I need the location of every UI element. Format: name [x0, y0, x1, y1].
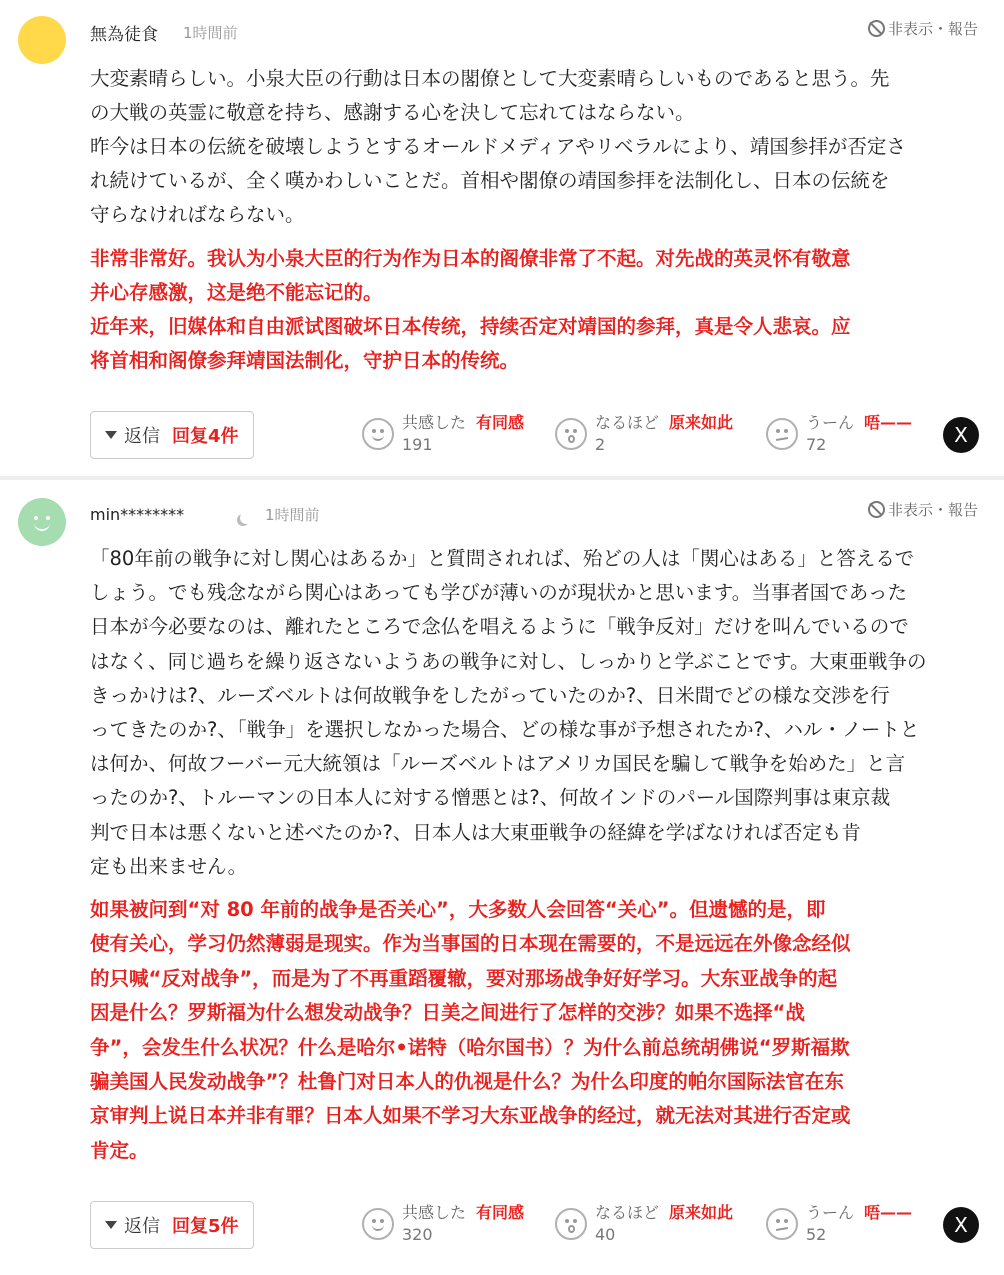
- reaction-hmm-button[interactable]: [766, 1202, 912, 1246]
- reply-button[interactable]: [90, 411, 254, 459]
- reaction-label-zh: 有同感: [476, 413, 525, 432]
- hide-report-label: 非表示・報告: [887, 501, 978, 519]
- comment-text-zh: 如果被问到“对 80 年前的战争是否关心”，大多数人会回答“关心”。但遗憾的是，即 使有关心，学习仍然薄弱是现实。作为当事国的日本现在需要的，不是远远在外像念经似 的只喊“反对战争”，而是为了不再重蹈覆辙，要对那场战争好好学习。大东亚战争的起 因是什么？罗斯福为什么想发动战争？日美之间进行了怎样的交涉？如果不选择“战 争”，会发生什么状况？什么是哈尔•诺特（哈尔国书）？为什么前总统胡佛说“罗斯福欺 骗美国人民发动战争”？杜鲁门对日本人的仇视是什么？为什么印度的帕尔国际法官在东 京审判上说日本并非有罪？日本人如果不学习大东亚战争的经过，就无法对其进行否定或 肯定。: [90, 898, 851, 1162]
- hide-report-label: 非表示・報告: [887, 20, 978, 38]
- reaction-label-zh: 唔——: [864, 413, 913, 432]
- reaction-label: なるほど: [595, 1203, 660, 1222]
- ban-icon: [868, 20, 885, 37]
- comment-card: [0, 0, 1004, 478]
- reaction-count: 320: [402, 1225, 433, 1244]
- reply-count-zh: 回复4件: [172, 426, 239, 447]
- reaction-label-zh: 原来如此: [669, 413, 734, 432]
- surprised-face-icon: [555, 418, 587, 450]
- smile-face-icon: [362, 418, 394, 450]
- reaction-count: 72: [806, 435, 827, 454]
- reaction-label: 共感した: [402, 1203, 467, 1222]
- x-share-icon[interactable]: X: [943, 417, 979, 453]
- thinking-face-icon: [766, 1208, 798, 1240]
- avatar[interactable]: [18, 16, 66, 64]
- comment-text-zh: 非常非常好。我认为小泉大臣的行为作为日本的阁僚非常了不起。对先战的英灵怀有敬意 并心存感激，这是绝不能忘记的。 近年来，旧媒体和自由派试图破坏日本传统，持续否定对靖国的参拜，真是令人悲哀。应 将首相和阁僚参拜靖国法制化，守护日本的传统。: [90, 247, 851, 372]
- surprised-face-icon: [555, 1208, 587, 1240]
- reply-button[interactable]: [90, 1201, 254, 1249]
- reaction-label-zh: 有同感: [476, 1203, 525, 1222]
- caret-down-icon: [105, 431, 117, 439]
- reaction-count: 191: [402, 435, 433, 454]
- reaction-label: うーん: [806, 413, 855, 432]
- thinking-face-icon: [766, 418, 798, 450]
- smile-face-icon: [362, 1208, 394, 1240]
- hide-report-link[interactable]: [868, 18, 978, 39]
- username[interactable]: min********: [90, 505, 185, 524]
- reaction-count: 52: [806, 1225, 827, 1244]
- comment-text-ja: 「80年前の戦争に対し関心はあるか」と質問されれば、殆どの人は「関心はある」と答えるで しょう。でも残念ながら関心はあっても学びが薄いのが現状かと思います。当事者国であった 日本が今必要なのは、離れたところで念仏を唱えるように「戦争反対」だけを叫んでいるので はなく、同じ過ちを繰り返さないようあの戦争に対し、しっかりと学ぶことです。大東亜戦争の きっかけは?、ルーズベルトは何故戦争をしたがっていたのか?、日米間でどの様な交渉を行 ってきたのか?、「戦争」を選択しなかった場合、どの様な事が予想されたか?、ハル・ノートと は何か、何故フーバー元大統領は「ルーズベルトはアメリカ国民を騙して戦争を始めた」と言 ったのか?、トルーマンの日本人に対する憎悪とは?、何故インドのパール国際判事は東京裁 判で日本は悪くないと述べたのか?、日本人は大東亜戦争の経緯を学ばなければ否定も肯 定も出来ません。: [90, 547, 927, 878]
- reaction-count: 2: [595, 435, 606, 454]
- reaction-insight-button[interactable]: [555, 412, 733, 456]
- reaction-hmm-button[interactable]: [766, 412, 912, 456]
- reaction-label-zh: 原来如此: [669, 1203, 734, 1222]
- timestamp: 1時間前: [183, 24, 238, 42]
- reaction-insight-button[interactable]: [555, 1202, 733, 1246]
- hide-report-link[interactable]: [868, 499, 978, 520]
- x-share-icon[interactable]: X: [943, 1207, 979, 1243]
- reaction-count: 40: [595, 1225, 616, 1244]
- reaction-empathy-button[interactable]: [362, 1202, 524, 1246]
- reply-label: 返信: [124, 426, 160, 447]
- moon-icon: [240, 512, 252, 524]
- reaction-empathy-button[interactable]: [362, 412, 524, 456]
- reaction-label-zh: 唔——: [864, 1203, 913, 1222]
- comment-text-ja: 大変素晴らしい。小泉大臣の行動は日本の閣僚として大変素晴らしいものであると思う。先 の大戦の英霊に敬意を持ち、感謝する心を決して忘れてはならない。 昨今は日本の伝統を破壊しようとするオールドメディアやリベラルにより、靖国参拝が否定さ れ続けているが、全く嘆かわしいことだ。首相や閣僚の靖国参拝を法制化し、日本の伝統を 守らなければならない。: [90, 67, 906, 226]
- ban-icon: [868, 501, 885, 518]
- username[interactable]: 無為徒食: [90, 25, 158, 45]
- caret-down-icon: [105, 1221, 117, 1229]
- reaction-label: 共感した: [402, 413, 467, 432]
- reply-label: 返信: [124, 1216, 160, 1237]
- reaction-label: なるほど: [595, 413, 660, 432]
- reply-count-zh: 回复5件: [172, 1216, 239, 1237]
- comment-card: [0, 480, 1004, 1270]
- timestamp: 1時間前: [265, 506, 320, 524]
- reaction-label: うーん: [806, 1203, 855, 1222]
- avatar[interactable]: [18, 498, 66, 546]
